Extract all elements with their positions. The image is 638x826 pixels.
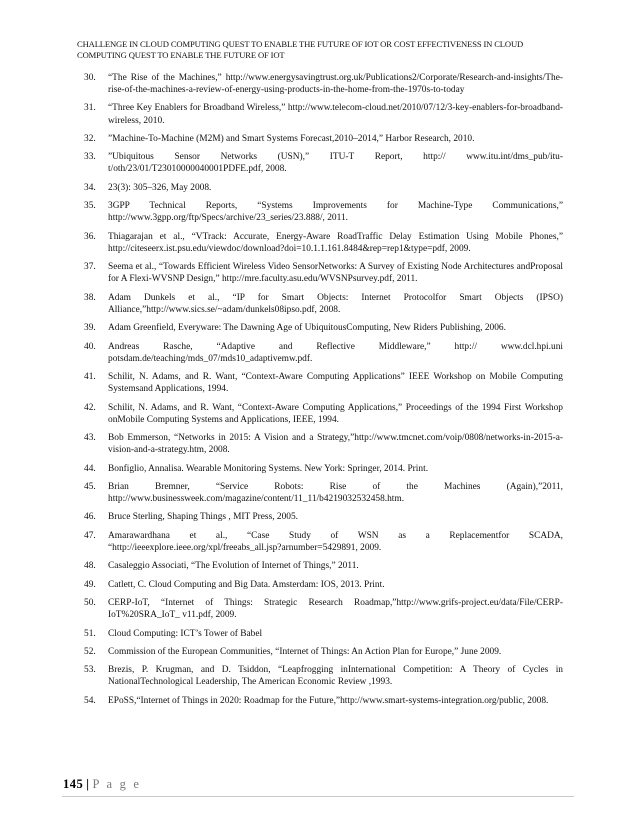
running-header-line-2: COMPUTING QUEST TO ENABLE THE FUTURE OF IOT [77,50,285,60]
reference-number: 31. [84,103,96,114]
reference-number: 49. [84,579,96,590]
reference-number: 32. [84,133,96,144]
reference-number: 50. [84,598,96,609]
reference-text: Adam Dunkels et al., “IP for Smart Objects: Internet Protocolfor Smart Objects (IPSO) Alliance,”http://www.sics.se/~adam/dunkels08ipso.pdf, 2008. [108,292,563,315]
reference-item [77,560,563,572]
reference-text: EPoSS,“Internet of Things in 2020: Roadmap for the Future,”http://www.smart-systems-integration.org/public, 2008. [108,695,549,706]
reference-item [77,371,563,395]
reference-text: Catlett, C. Cloud Computing and Big Data. Amsterdam: IOS, 2013. Print. [108,579,385,590]
reference-item [77,133,563,145]
reference-item [77,200,563,224]
reference-item [77,481,563,505]
reference-text: CERP-IoT, “Internet of Things: Strategic Research Roadmap,”http://www.grifs-project.eu/data/File/CERP-IoT%20SRA_IoT_ v11.pdf, 2009. [108,598,563,621]
reference-text: Seema et al., “Towards Efficient Wireless Video SensorNetworks: A Survey of Existing Node Architectures andProposal for A Flexi-WVSNP Design,” http://mre.faculty.asu.edu/WVSNPsurvey.pdf, 2011. [108,262,563,285]
reference-item [77,402,563,426]
reference-number: 47. [84,530,96,541]
reference-item [77,322,563,334]
reference-number: 35. [84,201,96,212]
reference-item [77,695,563,707]
page-number: 145 [63,777,84,791]
reference-text: ”Ubiquitous Sensor Networks (USN),” ITU-T Report, http:// www.itu.int/dms_pub/itu-t/oth/23/01/T23010000040001PDFE.pdf, 2008. [108,152,563,175]
reference-number: 33. [84,152,96,163]
reference-text: Schilit, N. Adams, and R. Want, “Context-Aware Computing Applications” IEEE Workshop on Mobile Computing Systemsand Applications, 1994. [108,372,563,395]
reference-number: 41. [84,372,96,383]
reference-text: Andreas Rasche, “Adaptive and Reflective Middleware,” http:// www.dcl.hpi.uni potsdam.de/teaching/mds_07/mds10_adaptivemw.pdf. [108,341,563,364]
reference-item [77,511,563,523]
reference-text: Thiagarajan et al., “VTrack: Accurate, Energy-Aware RoadTraffic Delay Estimation Using Mobile Phones,” http://citeseerx.ist.psu.edu/viewdoc/download?doi=10.1.1.161.8484&rep=rep1&type=pdf, 2009. [108,231,563,254]
reference-item [77,432,563,456]
reference-number: 43. [84,433,96,444]
reference-number: 52. [84,646,96,657]
reference-item [77,261,563,285]
reference-number: 42. [84,402,96,413]
reference-number: 51. [84,628,96,639]
reference-item [77,231,563,255]
reference-number: 36. [84,231,96,242]
reference-item [77,530,563,554]
reference-text: “The Rise of the Machines,” http://www.energysavingtrust.org.uk/Publications2/Corporate/Research-and-insights/The-rise-of-the-machines-a-review-of-energy-using-products-in-the-home-from-the-1970s-to-today [108,73,563,96]
reference-number: 44. [84,463,96,474]
reference-item [77,646,563,658]
reference-text: Adam Greenfield, Everyware: The Dawning Age of UbiquitousComputing, New Riders Publishing, 2006. [108,323,506,334]
reference-text: Schilit, N. Adams, and R. Want, “Context-Aware Computing Applications,” Proceedings of the 1994 First Workshop onMobile Computing Systems and Applications, IEEE, 1994. [108,402,563,425]
reference-list [77,72,563,713]
reference-text: Brian Bremner, “Service Robots: Rise of the Machines (Again),”2011, http://www.businessweek.com/magazine/content/11_11/b4219032532458.htm. [108,481,563,504]
reference-item [77,292,563,316]
reference-text: “Three Key Enablers for Broadband Wireless,” http://www.telecom-cloud.net/2010/07/12/3-key-enablers-for-broadband-wireless, 2010. [108,103,563,126]
reference-number: 48. [84,561,96,572]
reference-text: Brezis, P. Krugman, and D. Tsiddon, “Leapfrogging inInternational Competition: A Theory of Cycles in NationalTechnological Leadership, The American Economic Review ,1993. [108,665,563,688]
reference-text: ”Machine-To-Machine (M2M) and Smart Systems Forecast,2010–2014,” Harbor Research, 2010. [108,133,475,144]
reference-number: 40. [84,341,96,352]
page-footer [63,776,141,792]
running-header-line-1: CHALLENGE IN CLOUD COMPUTING QUEST TO ENABLE THE FUTURE OF IOT OR COST EFFECTIVENESS IN CLOUD [77,39,524,49]
reference-item [77,579,563,591]
reference-item [77,102,563,126]
reference-number: 34. [84,182,96,193]
reference-text: 3GPP Technical Reports, “Systems Improvements for Machine-Type Communications,” http://www.3gpp.org/ftp/Specs/archive/23_series/23.888/, 2011. [108,201,563,224]
reference-number: 53. [84,665,96,676]
reference-number: 46. [84,512,96,523]
reference-item [77,597,563,621]
reference-number: 30. [84,73,96,83]
reference-number: 45. [84,481,96,492]
reference-text: Bruce Sterling, Shaping Things , MIT Press, 2005. [108,512,299,523]
footer-separator: | [86,777,90,791]
running-header [77,39,567,61]
reference-text: 23(3): 305–326, May 2008. [108,182,212,193]
reference-text: Amarawardhana et al., “Case Study of WSN as a Replacementfor SCADA, “http://ieeexplore.ieee.org/xpl/freeabs_all.jsp?arnumber=5429891, 2009. [108,530,563,553]
footer-rule [62,796,574,797]
reference-item [77,182,563,194]
reference-item [77,463,563,475]
reference-text: Casaleggio Associati, “The Evolution of Internet of Things,” 2011. [108,561,359,572]
reference-number: 39. [84,323,96,334]
reference-number: 37. [84,262,96,273]
reference-text: Bonfiglio, Annalisa. Wearable Monitoring Systems. New York: Springer, 2014. Print. [108,463,429,474]
reference-item [77,72,563,96]
reference-number: 54. [84,695,96,706]
reference-text: Cloud Computing: ICT’s Tower of Babel [108,628,263,639]
reference-item [77,664,563,688]
reference-text: Commission of the European Communities, “Internet of Things: An Action Plan for Europe,” June 2009. [108,646,502,657]
reference-number: 38. [84,292,96,303]
page-label: P a g e [92,777,142,791]
reference-text: Bob Emmerson, “Networks in 2015: A Vision and a Strategy,”http://www.tmcnet.com/voip/0808/networks-in-2015-a-vision-and-a-strategy.htm, 2008. [108,433,563,456]
reference-item [77,151,563,175]
reference-item [77,341,563,365]
reference-item [77,628,563,640]
